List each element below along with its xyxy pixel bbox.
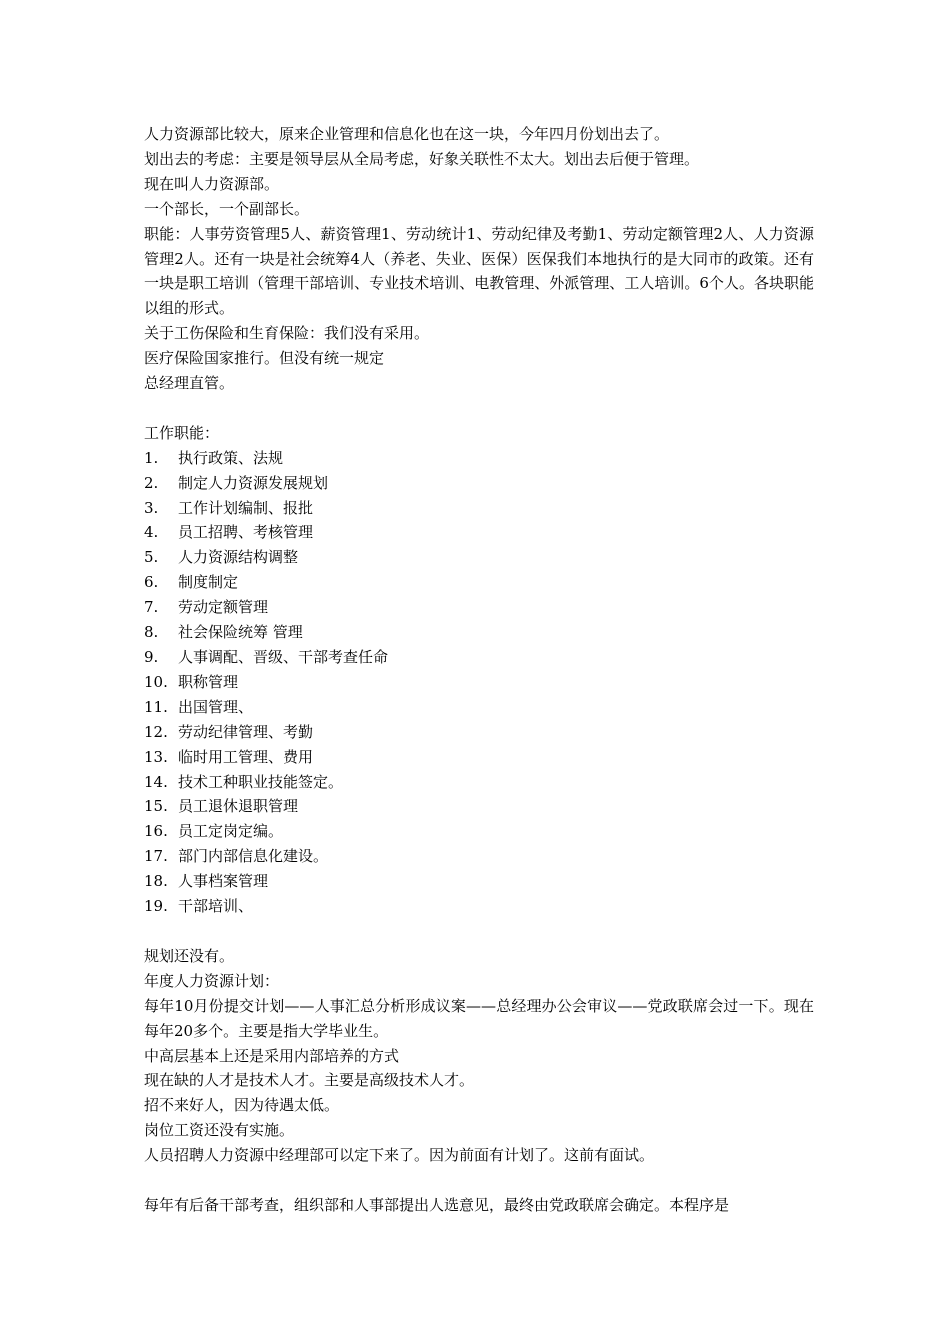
planning-paragraph-7: 岗位工资还没有实施。: [144, 1121, 295, 1140]
list-item-number: 2.: [144, 473, 159, 492]
list-item-text: 职称管理: [178, 672, 239, 691]
list-item-text: 员工定岗定编。: [178, 822, 284, 841]
blank-line: [144, 1168, 814, 1193]
planning-paragraph-6: 招不来好人，因为待遇太低。: [144, 1096, 340, 1115]
intro-paragraph-8: 总经理直管。: [144, 374, 235, 393]
functions-heading: 工作职能：: [144, 423, 220, 442]
list-item-text: 员工退休退职管理: [178, 797, 299, 816]
list-item: [144, 570, 814, 595]
intro-paragraph-3: 现在叫人力资源部。: [144, 174, 280, 193]
planning-paragraph-4: 中高层基本上还是采用内部培养的方式: [144, 1046, 400, 1065]
list-item: [144, 770, 814, 795]
list-item: [144, 844, 814, 869]
list-item-text: 制度制定: [178, 573, 239, 592]
list-item: [144, 819, 814, 844]
list-item: [144, 595, 814, 620]
list-item-text: 出国管理、: [178, 697, 254, 716]
intro-paragraph-1: 人力资源部比较大，原来企业管理和信息化也在这一块，今年四月份划出去了。: [144, 125, 670, 143]
list-item-text: 劳动定额管理: [178, 598, 269, 617]
list-item-number: 9.: [144, 648, 159, 667]
intro-paragraph-2: 划出去的考虑：主要是领导层从全局考虑，好象关联性不太大。划出去后便于管理。: [144, 149, 700, 168]
list-item-text: 技术工种职业技能签定。: [178, 772, 344, 791]
list-item-number: 15.: [144, 797, 168, 816]
intro-paragraph-7: 医疗保险国家推行。但没有统一规定: [144, 349, 385, 368]
list-item: [144, 446, 814, 471]
list-item-number: 16.: [144, 822, 168, 841]
list-item-text: 工作计划编制、报批: [178, 498, 314, 517]
list-item: [144, 520, 814, 545]
list-item-number: 19.: [144, 897, 168, 916]
list-item-number: 13.: [144, 747, 168, 766]
list-item-number: 10.: [144, 672, 168, 691]
planning-paragraph-3: 每年10月份提交计划——人事汇总分析形成议案——总经理办公会审议——党政联席会过一下。现在每年20多个。主要是指大学毕业生。: [144, 996, 814, 1040]
list-item: [144, 894, 814, 919]
list-item-text: 社会保险统筹 管理: [178, 623, 303, 642]
list-item: [144, 794, 814, 819]
list-item-text: 人力资源结构调整: [178, 548, 299, 567]
list-item-number: 7.: [144, 598, 159, 617]
planning-paragraph-8: 人员招聘人力资源中经理部可以定下来了。因为前面有计划了。这前有面试。: [144, 1146, 655, 1165]
document-body: [144, 122, 814, 1218]
list-item: [144, 695, 814, 720]
list-item: [144, 745, 814, 770]
list-item: [144, 545, 814, 570]
list-item-text: 人事调配、晋级、干部考查任命: [178, 648, 389, 667]
list-item-text: 人事档案管理: [178, 872, 269, 891]
list-item-text: 临时用工管理、费用: [178, 747, 314, 766]
list-item-number: 6.: [144, 573, 159, 592]
list-item: [144, 720, 814, 745]
list-item-text: 制定人力资源发展规划: [178, 473, 329, 492]
list-item-text: 执行政策、法规: [178, 448, 284, 467]
planning-paragraph-2: 年度人力资源计划：: [144, 971, 280, 990]
list-item-number: 12.: [144, 722, 168, 741]
intro-paragraph-6: 关于工伤保险和生育保险：我们没有采用。: [144, 324, 430, 343]
intro-paragraph-functions: 职能：人事劳资管理5人、薪资管理1、劳动统计1、劳动纪律及考勤1、劳动定额管理2人、人力资源管理2人。还有一块是社会统筹4人（养老、失业、医保）医保我们本地执行的是大同市的政策。还有一块是职工培训（管理干部培训、专业技术培训、电教管理、外派管理、工人培训。6个人。各块职能以组的形式。: [144, 224, 814, 318]
list-item: [144, 645, 814, 670]
planning-paragraph-5: 现在缺的人才是技术人才。主要是高级技术人才。: [144, 1071, 475, 1090]
list-item-number: 3.: [144, 498, 159, 517]
list-item-number: 11.: [144, 697, 168, 716]
list-item-number: 8.: [144, 623, 159, 642]
blank-line: [144, 396, 814, 421]
list-item-number: 5.: [144, 548, 159, 567]
list-item-number: 18.: [144, 872, 168, 891]
intro-paragraph-4: 一个部长，一个副部长。: [144, 199, 310, 218]
list-item-text: 干部培训、: [178, 897, 254, 916]
list-item-number: 14.: [144, 772, 168, 791]
planning-paragraph-1: 规划还没有。: [144, 946, 235, 965]
list-item-text: 劳动纪律管理、考勤: [178, 722, 314, 741]
list-item-number: 1.: [144, 448, 159, 467]
functions-list: [144, 446, 814, 919]
list-item: [144, 496, 814, 521]
list-item-number: 4.: [144, 523, 159, 542]
list-item: [144, 670, 814, 695]
list-item-text: 员工招聘、考核管理: [178, 523, 314, 542]
list-item: [144, 869, 814, 894]
blank-line: [144, 919, 814, 944]
list-item-text: 部门内部信息化建设。: [178, 847, 329, 866]
list-item-number: 17.: [144, 847, 168, 866]
list-item: [144, 620, 814, 645]
list-item: [144, 471, 814, 496]
closing-paragraph: 每年有后备干部考查，组织部和人事部提出人选意见，最终由党政联席会确定。本程序是: [144, 1195, 730, 1214]
